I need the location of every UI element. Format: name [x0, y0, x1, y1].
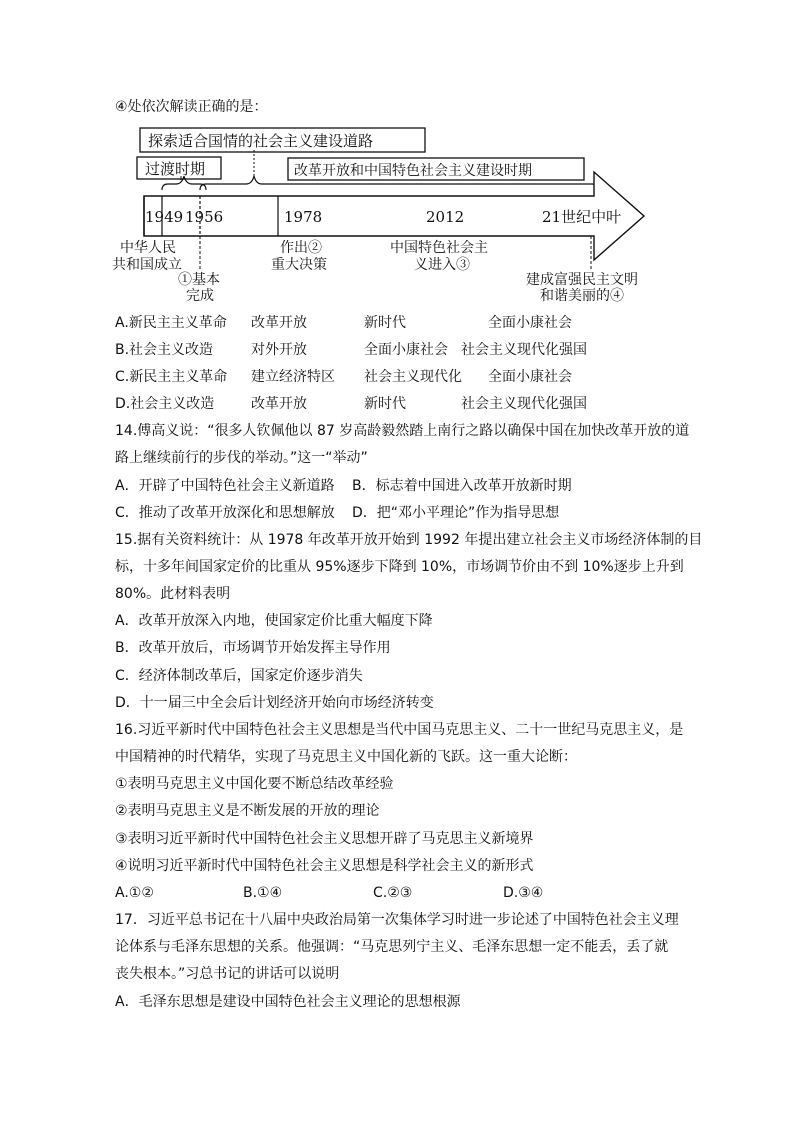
label-blank1-2: 完成	[186, 288, 214, 304]
reform-period-label: 改革开放和中国特色社会主义建设时期	[294, 163, 532, 179]
q15-option-d[interactable]: D．十一届三中全会后计划经济开始向市场经济转变	[115, 695, 434, 711]
year-2012: 2012	[426, 208, 465, 226]
label-blank3-2: 义进入③	[414, 257, 470, 273]
label-blank3-1: 中国特色社会主	[390, 240, 488, 256]
q14-option-d[interactable]: D．把“邓小平理论”作为指导思想	[352, 505, 560, 521]
q15-option-b[interactable]: B．改革开放后，市场调节开始发挥主导作用	[115, 640, 391, 656]
label-blank2-1: 作出②	[280, 240, 322, 256]
year-1949: 1949	[145, 208, 184, 226]
brace-transition	[162, 176, 206, 190]
q14-stem-line2: 路上继续前行的步伐的举动。”这一“举动”	[115, 450, 368, 466]
label-prc-2: 共和国成立	[112, 257, 182, 273]
q15-option-a[interactable]: A．改革开放深入内地，使国家定价比重大幅度下降	[115, 613, 433, 629]
q13-option-c[interactable]: C.新民主主义革命 建立经济特区 社会主义现代化 全面小康社会	[115, 369, 572, 385]
q13-option-d[interactable]: D.社会主义改造 改革开放 新时代 社会主义现代化强国	[115, 396, 587, 412]
year-21st-century: 21世纪中叶	[542, 208, 622, 226]
transition-period-label: 过渡时期	[145, 160, 206, 178]
q14-option-c[interactable]: C．推动了改革开放深化和思想解放	[115, 505, 335, 521]
q17-option-a[interactable]: A．毛泽东思想是建设中国特色社会主义理论的思想根源	[115, 994, 461, 1010]
q15-stem-line1: 15.据有关资料统计：从 1978 年改革开放开始到 1992 年提出建立社会主义市场经济体制的目	[115, 532, 703, 548]
label-blank1-1: ①基本	[178, 272, 220, 288]
q13-option-a[interactable]: A.新民主主义革命 改革开放 新时代 全面小康社会	[115, 315, 572, 331]
label-blank2-2: 重大决策	[271, 257, 327, 273]
q16-stem-line1: 16.习近平新时代中国特色社会主义思想是当代中国马克思主义、二十一世纪马克思主义，是	[115, 722, 684, 738]
year-1956: 1956	[185, 208, 224, 226]
year-1978: 1978	[284, 208, 323, 226]
label-prc-1: 中华人民	[120, 240, 176, 256]
q15-stem-line2: 标，十多年间国家定价的比重从 95%逐步下降到 10%，市场调节价由不到 10%逐步上升到	[115, 559, 684, 575]
q14-stem-line1: 14.傅高义说：“很多人钦佩他以 87 岁高龄毅然踏上南行之路以确保中国在加快改革开放的道	[115, 423, 690, 439]
q16-option-c[interactable]: C.②③	[373, 885, 413, 901]
q14-option-a[interactable]: A．开辟了中国特色社会主义新道路	[115, 478, 335, 494]
question-intro: ④处依次解读正确的是：	[115, 99, 268, 115]
q15-option-c[interactable]: C．经济体制改革后，国家定价逐步消失	[115, 668, 363, 684]
q16-statement-2: ②表明马克思主义是不断发展的开放的理论	[115, 803, 380, 819]
q14-option-b[interactable]: B．标志着中国进入改革开放新时期	[352, 478, 572, 494]
q16-option-a[interactable]: A.①②	[115, 885, 154, 901]
q17-stem-line3: 丧失根本。”习总书记的讲话可以说明	[115, 966, 340, 982]
top-period-label: 探索适合国情的社会主义建设道路	[148, 132, 374, 150]
q16-option-b[interactable]: B.①④	[243, 885, 283, 901]
q16-statement-4: ④说明习近平新时代中国特色社会主义思想是科学社会主义的新形式	[115, 858, 534, 874]
timeline-diagram	[108, 120, 668, 305]
q16-option-d[interactable]: D.③④	[503, 885, 544, 901]
q16-statement-1: ①表明马克思主义中国化要不断总结改革经验	[115, 776, 394, 792]
label-blank4-2: 和谐美丽的④	[540, 288, 624, 304]
q16-stem-line2: 中国精神的时代精华，实现了马克思主义中国化新的飞跃。这一重大论断：	[115, 749, 577, 765]
q15-stem-line3: 80%。此材料表明	[115, 586, 231, 602]
q16-statement-3: ③表明习近平新时代中国特色社会主义思想开辟了马克思主义新境界	[115, 831, 534, 847]
q17-stem-line2: 论体系与毛泽东思想的关系。他强调：“马克思列宁主义、毛泽东思想一定不能丢，丢了就	[115, 939, 669, 955]
label-blank4-1: 建成富强民主文明	[526, 272, 638, 288]
q17-stem-line1: 17．习近平总书记在十八届中央政治局第一次集体学习时进一步论述了中国特色社会主义理	[115, 912, 679, 928]
q13-option-b[interactable]: B.社会主义改造 对外开放 全面小康社会 社会主义现代化强国	[115, 342, 587, 358]
